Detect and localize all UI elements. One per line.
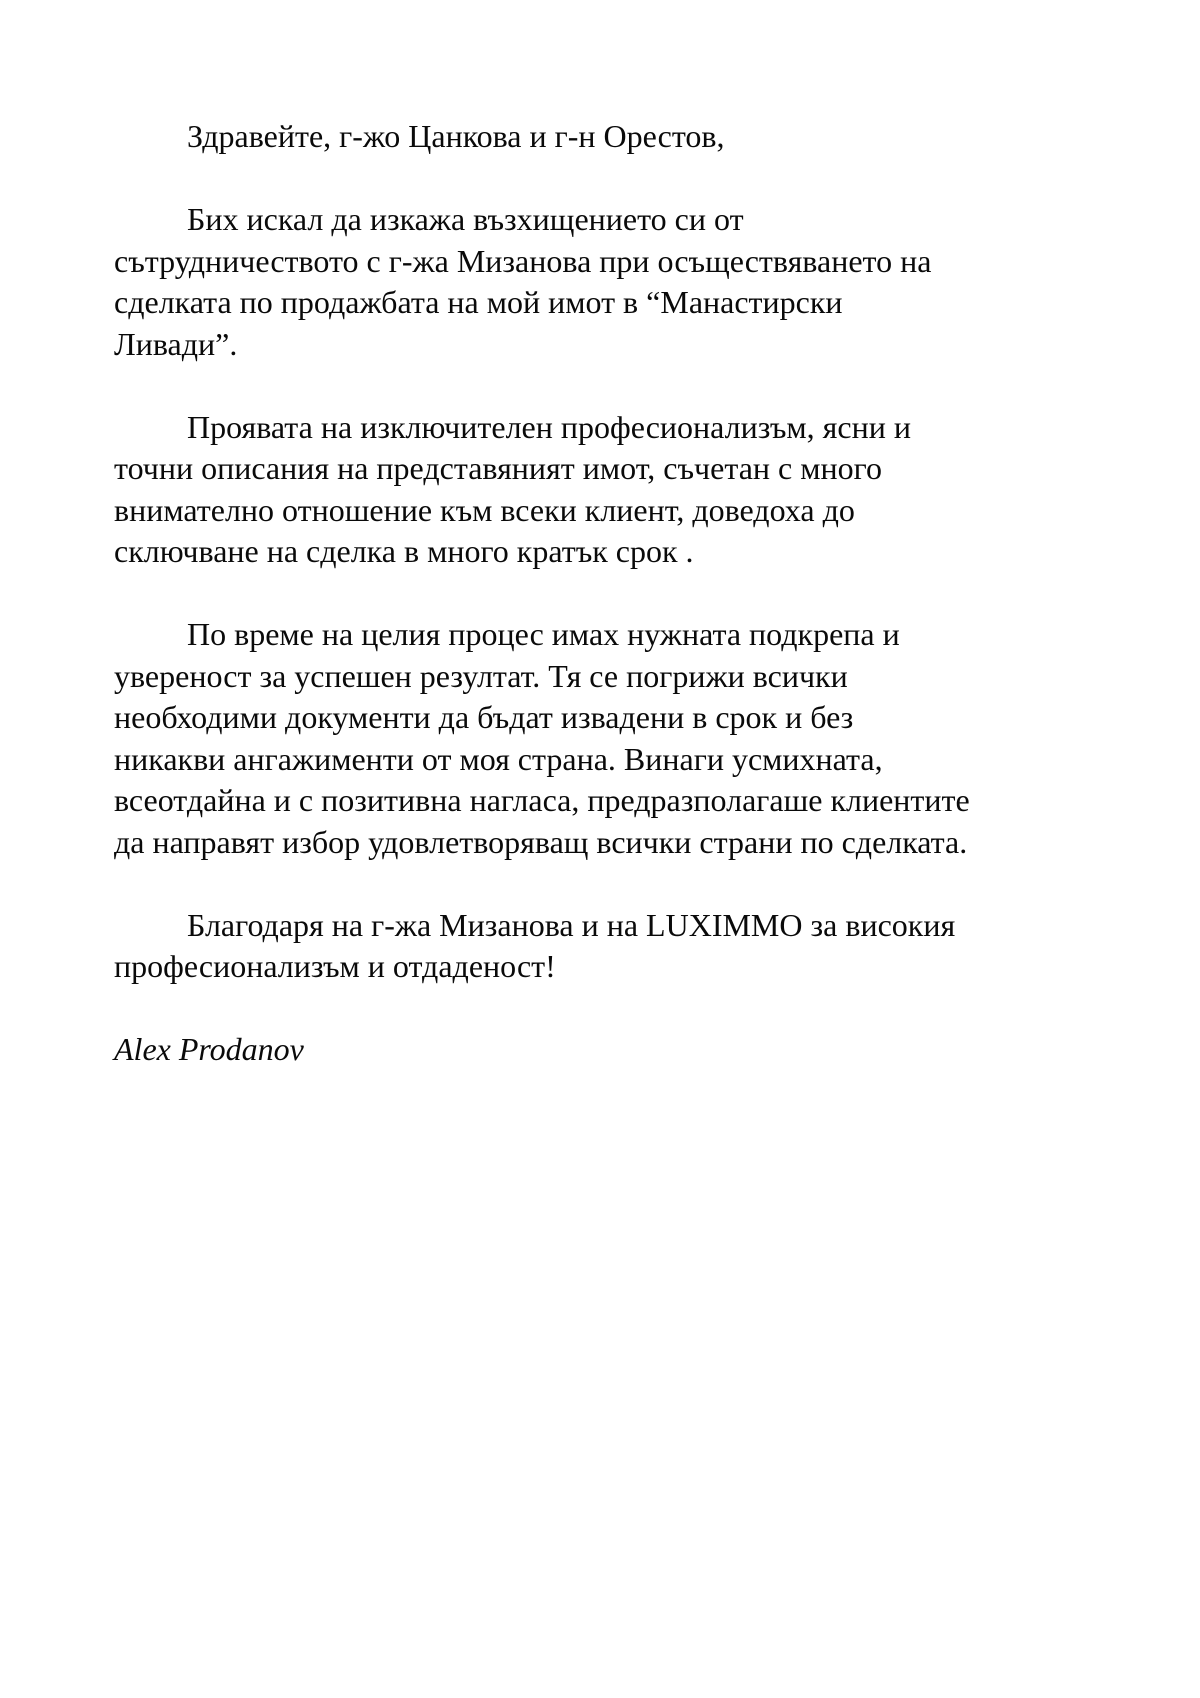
text-line: професионализъм и отдаденост! [114, 948, 556, 984]
text-line: Бих искал да изкажа възхищението си от [187, 201, 744, 237]
text-line: внимателно отношение към всеки клиент, доведоха до [114, 491, 855, 528]
signature: Alex Prodanov [114, 1031, 304, 1067]
text-line: сключване на сделка в много кратък срок . [114, 533, 694, 569]
paragraph-thanks [114, 905, 1114, 988]
text-line: Ливади”. [114, 325, 238, 362]
text-line: необходими документи да бъдат извадени в срок и без [114, 699, 854, 735]
text-line: да направят избор удовлетворяващ всички страни по сделката. [114, 823, 968, 860]
paragraph-process [114, 614, 1114, 863]
text-line: всеотдайна и с позитивна нагласа, предразполагаше клиентите [114, 782, 970, 818]
text-line: точни описания на представяният имот, съчетан с много [114, 450, 882, 486]
text-line: По време на целия процес имах нужната подкрепа и [187, 616, 900, 652]
paragraph-professionalism [114, 407, 1114, 573]
text-line: сътрудничеството с г-жа Мизанова при осъществяването на [114, 242, 932, 279]
greeting-line: Здравейте, г-жо Цанкова и г-н Орестов, [187, 118, 725, 154]
paragraph-appreciation [114, 199, 1114, 365]
text-line: сделката по продажбата на мой имот в “Манастирски [114, 284, 843, 320]
text-line: никакви ангажименти от моя страна. Винаги усмихната, [114, 740, 883, 777]
greeting-paragraph [114, 116, 1114, 158]
text-line: Проявата на изключителен професионализъм, ясни и [187, 408, 911, 445]
text-line: Благодаря на г-жа Мизанова и на LUXIMMO за високия [187, 906, 956, 943]
letter-body [114, 116, 1114, 1071]
text-line: увереност за успешен резултат. Тя се погрижи всички [114, 657, 848, 694]
